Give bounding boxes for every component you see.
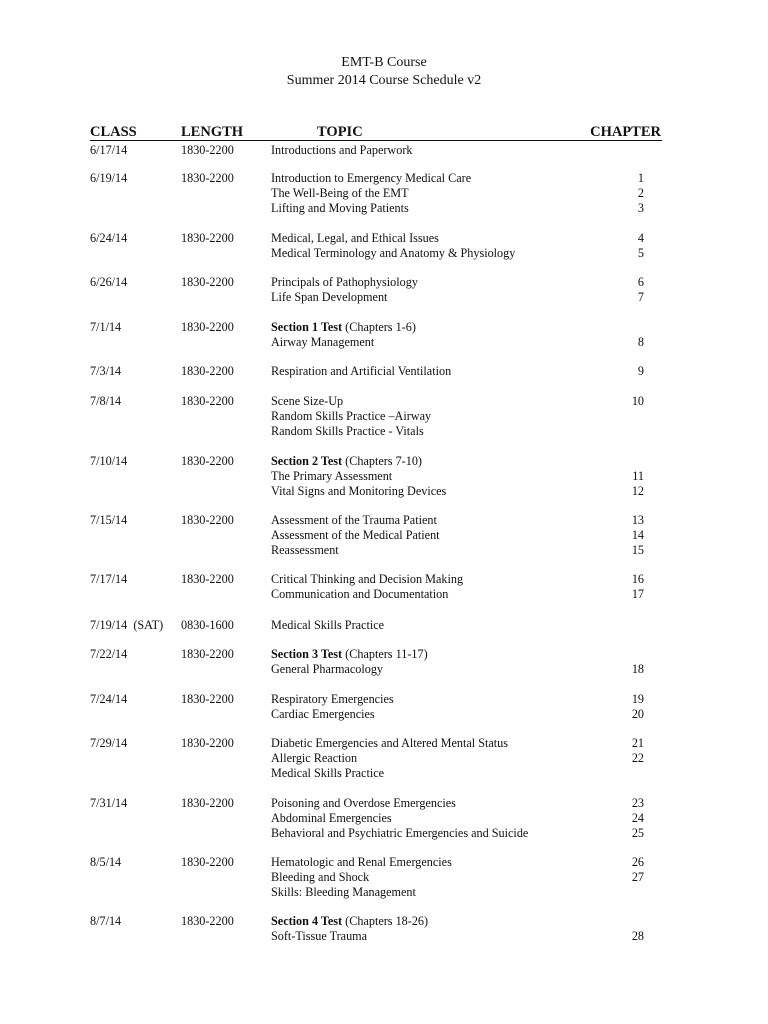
topic-item: Random Skills Practice –Airway (271, 408, 432, 423)
chapter-list (600, 320, 644, 350)
topic-list (271, 143, 601, 158)
chapter-list (600, 143, 644, 158)
class-length: 1830-2200 (181, 647, 234, 661)
topic-list (271, 914, 601, 944)
topic-list (271, 454, 601, 498)
class-date: 8/5/14 (90, 855, 122, 869)
class-length: 1830-2200 (181, 143, 234, 157)
topic-item: Assessment of the Medical Patient (271, 527, 440, 542)
chapter-number: 13 (631, 513, 644, 527)
chapter-number: 21 (631, 736, 644, 750)
chapter-number: 22 (631, 750, 644, 765)
class-date: 7/24/14 (90, 692, 128, 706)
section-test (271, 320, 601, 335)
chapter-list (600, 275, 644, 305)
topic-item: Airway Management (271, 334, 375, 349)
class-date: 6/19/14 (90, 171, 128, 185)
chapter-list (600, 618, 644, 633)
chapter-list (600, 513, 644, 557)
topic-item: Critical Thinking and Decision Making (271, 572, 464, 586)
topic-list (271, 855, 601, 899)
chapter-list (600, 364, 644, 379)
section-test-detail: (Chapters 7-10) (342, 454, 422, 468)
class-length: 1830-2200 (181, 914, 234, 928)
class-date: 8/7/14 (90, 914, 122, 928)
section-test (271, 454, 601, 469)
topic-item: Medical Terminology and Anatomy & Physiology (271, 245, 516, 260)
topic-item: The Primary Assessment (271, 468, 393, 483)
topic-item: Vital Signs and Monitoring Devices (271, 483, 447, 498)
chapter-number: 2 (637, 185, 644, 200)
topic-list (271, 618, 601, 633)
chapter-number: 12 (631, 483, 644, 498)
chapter-list (600, 572, 644, 602)
section-test-label: Section 2 Test (271, 454, 343, 468)
section-test-detail: (Chapters 1-6) (342, 320, 416, 334)
topic-item: Skills: Bleeding Management (271, 884, 416, 899)
topic-item: General Pharmacology (271, 661, 384, 676)
chapter-list (600, 914, 644, 944)
class-date: 7/17/14 (90, 572, 128, 586)
class-date: 7/8/14 (90, 394, 122, 408)
chapter-list (600, 692, 644, 722)
chapter-list (600, 231, 644, 261)
chapter-number: 27 (631, 869, 644, 884)
section-test-label: Section 4 Test (271, 914, 343, 928)
class-length: 1830-2200 (181, 572, 234, 586)
class-date: 7/10/14 (90, 454, 128, 468)
chapter-list (600, 394, 644, 438)
class-length: 0830-1600 (181, 618, 234, 632)
chapter-number: 16 (631, 572, 644, 586)
topic-list (271, 572, 601, 602)
topic-list (271, 796, 601, 840)
chapter-number: 15 (631, 542, 644, 557)
header-topic: TOPIC (317, 124, 363, 140)
section-test-detail: (Chapters 18-26) (342, 914, 429, 928)
chapter-number (600, 320, 644, 335)
topic-item: Medical, Legal, and Ethical Issues (271, 231, 439, 245)
chapter-number (600, 885, 644, 900)
topic-item: Medical Skills Practice (271, 765, 385, 780)
topic-list (271, 513, 601, 557)
header-rule (90, 140, 662, 141)
chapter-number (600, 424, 644, 439)
topic-item: Communication and Documentation (271, 586, 449, 601)
chapter-number: 4 (637, 231, 644, 245)
class-date: 6/26/14 (90, 275, 128, 289)
topic-list (271, 364, 601, 379)
class-length: 1830-2200 (181, 736, 234, 750)
chapter-number: 20 (631, 706, 644, 721)
chapter-number: 11 (632, 468, 644, 483)
class-date: 7/3/14 (90, 364, 122, 378)
section-test-label: Section 1 Test (271, 320, 343, 334)
topic-item: Soft-Tissue Trauma (271, 928, 368, 943)
class-date: 7/29/14 (90, 736, 128, 750)
chapter-number: 18 (631, 661, 644, 676)
header-length: LENGTH (181, 124, 244, 140)
topic-item: Reassessment (271, 542, 339, 557)
topic-item: Assessment of the Trauma Patient (271, 513, 437, 527)
chapter-number: 19 (631, 692, 644, 706)
section-test (271, 647, 601, 662)
section-test (271, 914, 601, 929)
chapter-number (600, 409, 644, 424)
class-length: 1830-2200 (181, 231, 234, 245)
chapter-number: 25 (631, 825, 644, 840)
topic-item: The Well-Being of the EMT (271, 185, 409, 200)
chapter-list (600, 647, 644, 677)
topic-item: Abdominal Emergencies (271, 810, 392, 825)
header-class: CLASS (90, 124, 137, 140)
topic-list (271, 647, 601, 677)
document-title: EMT-B Course (341, 55, 427, 70)
class-length: 1830-2200 (181, 320, 234, 334)
topic-item: Lifting and Moving Patients (271, 200, 409, 215)
chapter-number: 14 (631, 527, 644, 542)
chapter-number: 9 (637, 364, 644, 378)
topic-item: Respiration and Artificial Ventilation (271, 364, 452, 378)
class-length: 1830-2200 (181, 364, 234, 378)
topic-list (271, 394, 601, 438)
class-date: 7/31/14 (90, 796, 128, 810)
chapter-number: 5 (637, 245, 644, 260)
class-date: 6/17/14 (90, 143, 128, 157)
chapter-number: 26 (631, 855, 644, 869)
chapter-number (600, 618, 644, 633)
topic-item: Diabetic Emergencies and Altered Mental Status (271, 736, 509, 750)
chapter-number: 7 (637, 289, 644, 304)
topic-item: Allergic Reaction (271, 750, 358, 765)
chapter-list (600, 855, 644, 899)
topic-item: Bleeding and Shock (271, 869, 370, 884)
chapter-number: 28 (631, 928, 644, 943)
topic-list (271, 692, 601, 722)
topic-item: Random Skills Practice - Vitals (271, 423, 424, 438)
topic-item: Life Span Development (271, 289, 388, 304)
chapter-list (600, 454, 644, 498)
topic-list (271, 736, 601, 780)
class-length: 1830-2200 (181, 796, 234, 810)
topic-item: Introduction to Emergency Medical Care (271, 171, 472, 185)
class-date: 7/19/14 (SAT) (90, 618, 164, 632)
topic-item: Scene Size-Up (271, 394, 344, 408)
chapter-number: 1 (637, 171, 644, 185)
chapter-number: 17 (631, 586, 644, 601)
topic-item: Cardiac Emergencies (271, 706, 375, 721)
topic-item: Principals of Pathophysiology (271, 275, 418, 289)
topic-list (271, 275, 601, 305)
class-length: 1830-2200 (181, 692, 234, 706)
section-test-label: Section 3 Test (271, 647, 343, 661)
class-length: 1830-2200 (181, 855, 234, 869)
topic-item: Introductions and Paperwork (271, 143, 413, 157)
chapter-number: 10 (631, 394, 644, 408)
chapter-number: 24 (631, 810, 644, 825)
topic-item: Hematologic and Renal Emergencies (271, 855, 452, 869)
class-length: 1830-2200 (181, 171, 234, 185)
chapter-number: 23 (631, 796, 644, 810)
topic-item: Respiratory Emergencies (271, 692, 394, 706)
document-subtitle: Summer 2014 Course Schedule v2 (286, 73, 482, 88)
chapter-number (600, 647, 644, 662)
class-date: 7/1/14 (90, 320, 122, 334)
class-length: 1830-2200 (181, 394, 234, 408)
class-length: 1830-2200 (181, 513, 234, 527)
chapter-number (600, 914, 644, 929)
topic-item: Behavioral and Psychiatric Emergencies and Suicide (271, 825, 529, 840)
chapter-list (600, 736, 644, 780)
header-chapter: CHAPTER (590, 124, 661, 140)
class-length: 1830-2200 (181, 454, 234, 468)
chapter-number (600, 454, 644, 469)
class-length: 1830-2200 (181, 275, 234, 289)
chapter-number: 3 (637, 200, 644, 215)
class-date: 7/22/14 (90, 647, 128, 661)
class-date: 6/24/14 (90, 231, 128, 245)
chapter-number: 8 (637, 334, 644, 349)
chapter-number (600, 143, 644, 158)
section-test-detail: (Chapters 11-17) (342, 647, 428, 661)
chapter-number: 6 (637, 275, 644, 289)
chapter-number (600, 766, 644, 781)
topic-item: Poisoning and Overdose Emergencies (271, 796, 456, 810)
topic-list (271, 171, 601, 215)
class-date: 7/15/14 (90, 513, 128, 527)
topic-item: Medical Skills Practice (271, 618, 385, 632)
topic-list (271, 231, 601, 261)
chapter-list (600, 171, 644, 215)
topic-list (271, 320, 601, 350)
chapter-list (600, 796, 644, 840)
